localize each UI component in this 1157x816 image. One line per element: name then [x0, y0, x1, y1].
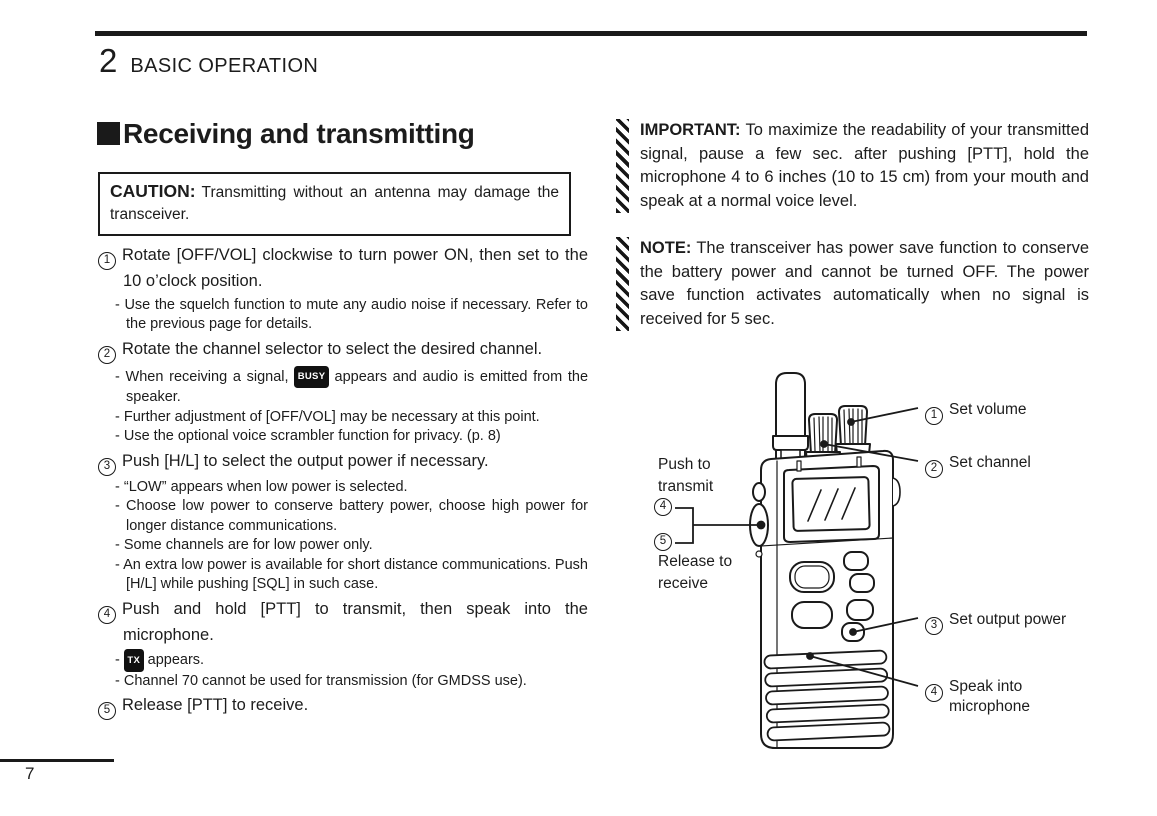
callout-set-channel: 2 Set channel [925, 454, 1031, 478]
label-release-to-receive: Release to [658, 553, 733, 570]
step-subitem: - Choose low power to conserve battery power, choose high power for longer distance communications. [115, 497, 588, 536]
steps-list [98, 244, 588, 723]
circled-number-icon: 5 [654, 533, 672, 551]
label-push-to-transmit: Push to [658, 456, 711, 473]
page-number: 7 [25, 764, 35, 783]
header-rule [95, 31, 1087, 36]
chapter-header [99, 42, 318, 80]
note-notice-text [640, 237, 1089, 331]
section-title-text: Receiving and transmitting [123, 118, 475, 149]
step-subitem: - “LOW” appears when low power is selected. [115, 478, 588, 498]
busy-indicator-badge: BUSY [294, 366, 329, 389]
callout-speak-into-microphone: 4 Speak into [925, 678, 1022, 702]
circled-number-icon: 1 [98, 252, 116, 270]
circled-number-icon: 3 [925, 617, 943, 635]
step-item: 2 Rotate the channel selector to select the desired channel. - When receiving a signal, BUSY appears and audio is emitted from the speaker. - Further adjustment of [OFF/VOL] may be necessary at this point. - Use the optional voice scrambler function for privacy. (p. 8) [98, 338, 588, 447]
caution-text: Transmitting without an antenna may damage the transceiver. [110, 184, 559, 223]
note-body: The transceiver has power save function to conserve the battery power and cannot be turned OFF. The power save function activates automatically when no signal is received for 5 sec. [640, 239, 1089, 328]
callout-speak-into-microphone-line2: microphone [949, 698, 1030, 715]
caution-label: CAUTION: [110, 181, 196, 201]
step-item: 3 Push [H/L] to select the output power if necessary. - “LOW” appears when low power is selected. - Choose low power to conserve battery power, choose high power for longer distance communications. - Some channels are for low power only. - An extra low power is available for short distance communications. Push [H/L] while pushing [SQL] in such case. [98, 450, 588, 595]
step-subitem: - Further adjustment of [OFF/VOL] may be necessary at this point. [115, 408, 588, 428]
side-screw [756, 551, 762, 557]
circled-number-icon: 1 [925, 407, 943, 425]
display [784, 457, 879, 542]
circled-number-icon: 2 [98, 346, 116, 364]
circled-number-icon: 4 [98, 606, 116, 624]
section-marker-square-icon [97, 122, 120, 145]
circled-number-icon: 4 [925, 684, 943, 702]
step-item: 5 Release [PTT] to receive. [98, 694, 588, 720]
speaker-grille [764, 650, 890, 740]
important-notice-text [640, 119, 1089, 213]
sql-button [753, 483, 765, 501]
hatch-bar-icon [616, 237, 629, 331]
caution-box [98, 172, 571, 236]
circled-number-icon: 4 [654, 498, 672, 516]
transceiver-diagram [645, 366, 1110, 774]
step-item: 4 Push and hold [PTT] to transmit, then speak into the microphone. - TX appears. - Channel 70 cannot be used for transmission (for GMDSS use). [98, 598, 588, 692]
step-subitem: - Some channels are for low power only. [115, 536, 588, 556]
step-subitem: - Channel 70 cannot be used for transmission (for GMDSS use). [115, 672, 588, 692]
antenna [773, 373, 808, 466]
important-body: To maximize the readability of your transmitted signal, pause a few sec. after pushing [PTT], hold the microphone 4 to 6 inches (10 to 15 cm) from your mouth and speak at a normal voice level. [640, 121, 1089, 210]
circled-number-icon: 2 [925, 460, 943, 478]
step-subitem: - An extra low power is available for short distance communications. Push [H/L] while pushing [SQL] in such case. [115, 556, 588, 595]
section-title [97, 118, 475, 150]
callout-set-output-power: 3 Set output power [925, 611, 1066, 635]
important-label: IMPORTANT: [640, 121, 741, 139]
important-notice [616, 119, 1089, 213]
note-notice [616, 237, 1089, 331]
belt-clip [893, 478, 900, 506]
chapter-title: BASIC OPERATION [130, 55, 319, 77]
hatch-bar-icon [616, 119, 629, 213]
footer-rule [0, 759, 114, 762]
step-subitem: - Use the squelch function to mute any audio noise if necessary. Refer to the previous page for details. [115, 296, 588, 335]
circled-number-icon: 5 [98, 702, 116, 720]
label-release-to-receive-line2: receive [658, 575, 708, 592]
step-item: 1 Rotate [OFF/VOL] clockwise to turn power ON, then set to the 10 o’clock position. - Use the squelch function to mute any audio noise if necessary. Refer to the previous page for details. [98, 244, 588, 335]
note-label: NOTE: [640, 239, 692, 257]
callout-set-volume: 1 Set volume [925, 401, 1027, 425]
step-subitem: - When receiving a signal, BUSY appears and audio is emitted from the speaker. [115, 366, 588, 408]
circled-number-icon: 3 [98, 458, 116, 476]
step-subitem: - Use the optional voice scrambler function for privacy. (p. 8) [115, 427, 588, 447]
chapter-number: 2 [99, 42, 118, 79]
label-push-to-transmit-line2: transmit [658, 478, 714, 495]
step-subitem: - TX appears. [115, 649, 588, 672]
tx-indicator-badge: TX [124, 649, 144, 672]
